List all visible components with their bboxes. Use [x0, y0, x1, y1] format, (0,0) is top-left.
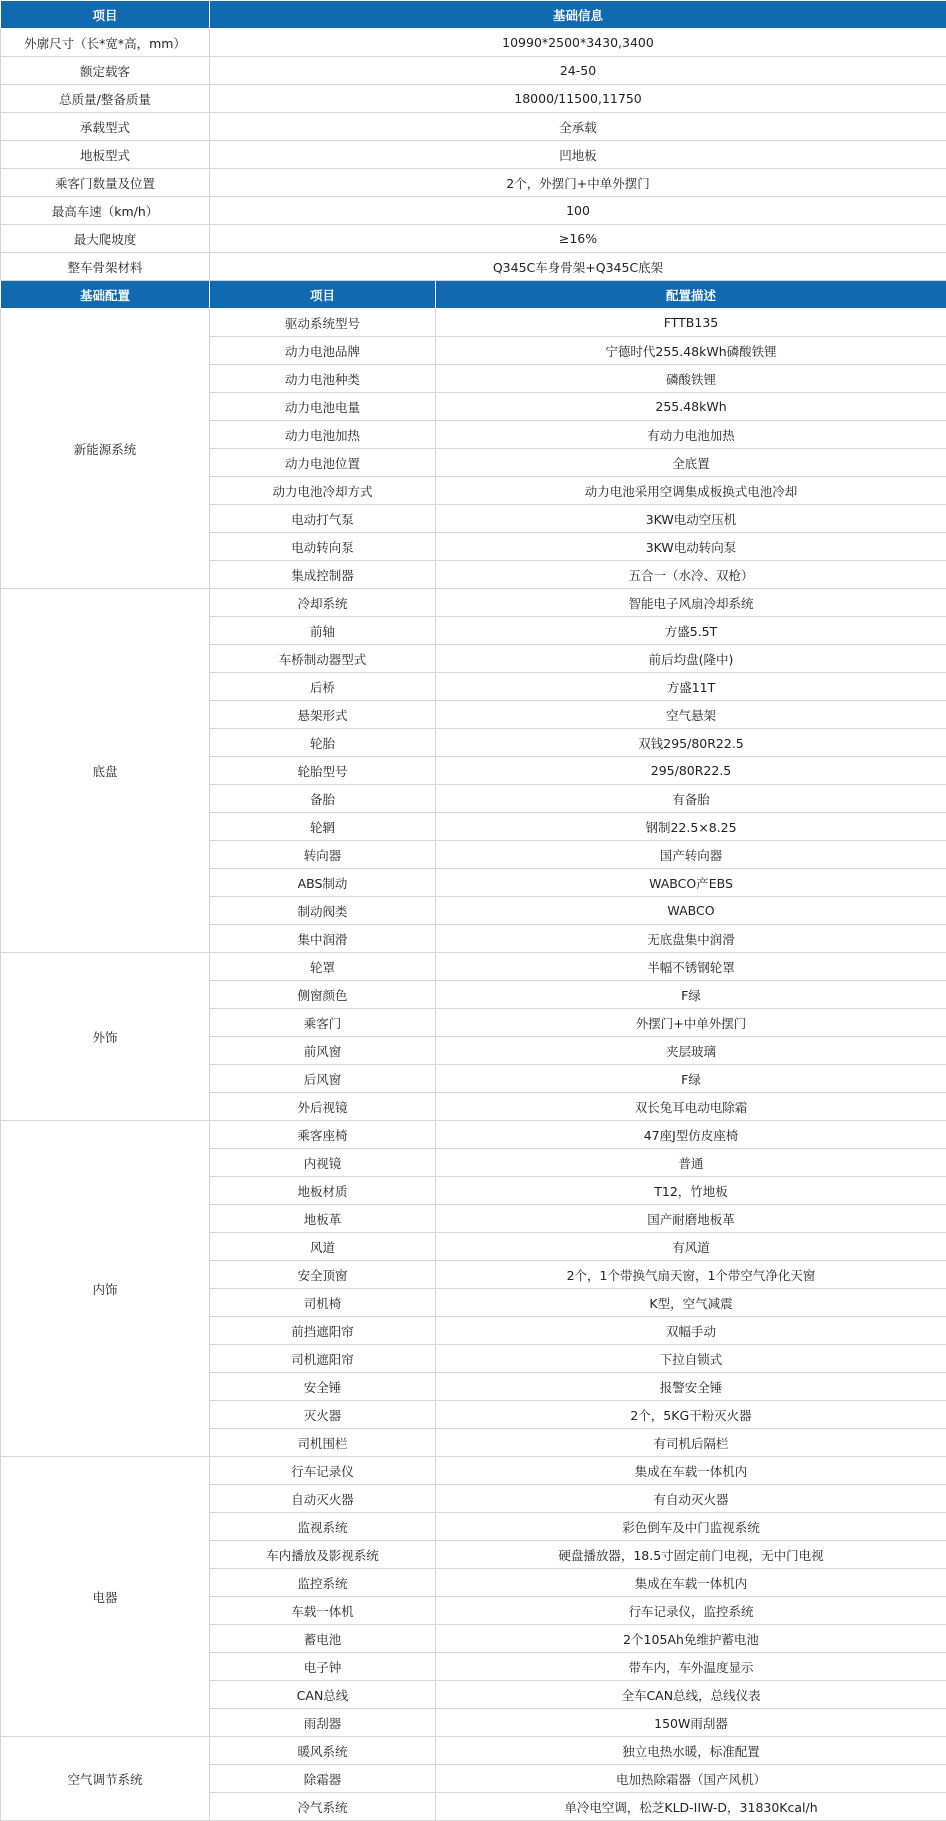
- config-desc: 动力电池采用空调集成板换式电池冷却: [436, 477, 946, 505]
- config-desc: F绿: [436, 1065, 946, 1093]
- basic-value: 24-50: [210, 57, 946, 85]
- basic-row: [1, 85, 946, 113]
- config-item: CAN总线: [210, 1681, 436, 1709]
- config-item: 电动转向泵: [210, 533, 436, 561]
- config-item: 前挡遮阳帘: [210, 1317, 436, 1345]
- config-desc: 47座J型仿皮座椅: [436, 1121, 946, 1149]
- config-row: [1, 589, 946, 617]
- config-item: 风道: [210, 1233, 436, 1261]
- config-row: [1, 953, 946, 981]
- config-desc: 行车记录仪，监控系统: [436, 1597, 946, 1625]
- basic-row: [1, 141, 946, 169]
- config-desc: 外摆门+中单外摆门: [436, 1009, 946, 1037]
- config-item: 动力电池冷却方式: [210, 477, 436, 505]
- config-desc: T12，竹地板: [436, 1177, 946, 1205]
- config-desc: 双长兔耳电动电除霜: [436, 1093, 946, 1121]
- config-category: 电器: [1, 1457, 210, 1737]
- config-item: 自动灭火器: [210, 1485, 436, 1513]
- basic-row: [1, 225, 946, 253]
- config-row: [1, 1121, 946, 1149]
- config-desc: 双钱295/80R22.5: [436, 729, 946, 757]
- config-item: 冷却系统: [210, 589, 436, 617]
- config-category: 新能源系统: [1, 309, 210, 589]
- config-item: 除霜器: [210, 1765, 436, 1793]
- basic-value: 2个，外摆门+中单外摆门: [210, 169, 946, 197]
- config-desc: 3KW电动空压机: [436, 505, 946, 533]
- basic-label: 外廓尺寸（长*宽*高，mm）: [1, 29, 210, 57]
- config-desc: 单冷电空调，松芝KLD-IIW-D，31830Kcal/h: [436, 1793, 946, 1821]
- basic-value: 100: [210, 197, 946, 225]
- config-desc: F绿: [436, 981, 946, 1009]
- config-item: 乘客座椅: [210, 1121, 436, 1149]
- basic-row: [1, 169, 946, 197]
- config-desc: 空气悬架: [436, 701, 946, 729]
- config-desc: 295/80R22.5: [436, 757, 946, 785]
- config-desc: 夹层玻璃: [436, 1037, 946, 1065]
- config-desc: 3KW电动转向泵: [436, 533, 946, 561]
- config-desc: 硬盘播放器，18.5寸固定前门电视，无中门电视: [436, 1541, 946, 1569]
- config-desc: 彩色倒车及中门监视系统: [436, 1513, 946, 1541]
- config-item: 轮辋: [210, 813, 436, 841]
- config-category: 内饰: [1, 1121, 210, 1457]
- config-row: [1, 1737, 946, 1765]
- config-desc: 255.48kWh: [436, 393, 946, 421]
- config-desc: 2个105Ah免维护蓄电池: [436, 1625, 946, 1653]
- config-item: 灭火器: [210, 1401, 436, 1429]
- config-item: 轮罩: [210, 953, 436, 981]
- config-row: [1, 1457, 946, 1485]
- config-header-item: 项目: [210, 281, 436, 309]
- config-desc: K型，空气减震: [436, 1289, 946, 1317]
- config-item: 悬架形式: [210, 701, 436, 729]
- config-desc: 国产转向器: [436, 841, 946, 869]
- config-item: 电子钟: [210, 1653, 436, 1681]
- config-item: 外后视镜: [210, 1093, 436, 1121]
- basic-row: [1, 57, 946, 85]
- basic-row: [1, 197, 946, 225]
- config-desc: 全车CAN总线，总线仪表: [436, 1681, 946, 1709]
- config-desc: 无底盘集中润滑: [436, 925, 946, 953]
- config-category: 外饰: [1, 953, 210, 1121]
- basic-value: 10990*2500*3430,3400: [210, 29, 946, 57]
- spec-table-body: [1, 1, 946, 1821]
- config-item: 备胎: [210, 785, 436, 813]
- config-item: ABS制动: [210, 869, 436, 897]
- basic-value: 凹地板: [210, 141, 946, 169]
- config-desc: 带车内，车外温度显示: [436, 1653, 946, 1681]
- config-category: 底盘: [1, 589, 210, 953]
- config-desc: 有备胎: [436, 785, 946, 813]
- config-desc: WABCO: [436, 897, 946, 925]
- config-item: 蓄电池: [210, 1625, 436, 1653]
- config-item: 动力电池种类: [210, 365, 436, 393]
- config-desc: 150W雨刮器: [436, 1709, 946, 1737]
- config-desc: 有动力电池加热: [436, 421, 946, 449]
- config-item: 车桥制动器型式: [210, 645, 436, 673]
- config-item: 动力电池电量: [210, 393, 436, 421]
- basic-label: 地板型式: [1, 141, 210, 169]
- config-header-desc: 配置描述: [436, 281, 946, 309]
- config-row: [1, 309, 946, 337]
- config-item: 动力电池位置: [210, 449, 436, 477]
- config-item: 安全顶窗: [210, 1261, 436, 1289]
- config-item: 后风窗: [210, 1065, 436, 1093]
- config-desc: 方盛11T: [436, 673, 946, 701]
- basic-label: 总质量/整备质量: [1, 85, 210, 113]
- config-item: 内视镜: [210, 1149, 436, 1177]
- config-header-category: 基础配置: [1, 281, 210, 309]
- config-desc: 报警安全锤: [436, 1373, 946, 1401]
- config-item: 前风窗: [210, 1037, 436, 1065]
- config-desc: 方盛5.5T: [436, 617, 946, 645]
- config-item: 轮胎: [210, 729, 436, 757]
- basic-header-item: 项目: [1, 1, 210, 29]
- config-desc: 电加热除霜器（国产风机）: [436, 1765, 946, 1793]
- config-desc: 全底置: [436, 449, 946, 477]
- config-item: 司机椅: [210, 1289, 436, 1317]
- basic-label: 最高车速（km/h）: [1, 197, 210, 225]
- config-item: 动力电池品牌: [210, 337, 436, 365]
- basic-header-row: [1, 1, 946, 29]
- config-item: 车内播放及影视系统: [210, 1541, 436, 1569]
- config-desc: 集成在车载一体机内: [436, 1457, 946, 1485]
- config-desc: 普通: [436, 1149, 946, 1177]
- config-desc: 有风道: [436, 1233, 946, 1261]
- config-desc: 集成在车载一体机内: [436, 1569, 946, 1597]
- config-desc: 五合一（水冷、双枪）: [436, 561, 946, 589]
- config-category: 空气调节系统: [1, 1737, 210, 1821]
- basic-row: [1, 29, 946, 57]
- config-item: 轮胎型号: [210, 757, 436, 785]
- config-item: 雨刮器: [210, 1709, 436, 1737]
- config-desc: 双幅手动: [436, 1317, 946, 1345]
- config-desc: 半幅不锈钢轮罩: [436, 953, 946, 981]
- config-item: 侧窗颜色: [210, 981, 436, 1009]
- config-item: 后桥: [210, 673, 436, 701]
- basic-label: 乘客门数量及位置: [1, 169, 210, 197]
- config-desc: 2个，1个带换气扇天窗，1个带空气净化天窗: [436, 1261, 946, 1289]
- config-item: 司机围栏: [210, 1429, 436, 1457]
- config-item: 驱动系统型号: [210, 309, 436, 337]
- basic-value: Q345C车身骨架+Q345C底架: [210, 253, 946, 281]
- config-item: 电动打气泵: [210, 505, 436, 533]
- config-item: 转向器: [210, 841, 436, 869]
- config-item: 暖风系统: [210, 1737, 436, 1765]
- config-item: 集中润滑: [210, 925, 436, 953]
- config-desc: 钢制22.5×8.25: [436, 813, 946, 841]
- basic-value: 18000/11500,11750: [210, 85, 946, 113]
- config-item: 地板材质: [210, 1177, 436, 1205]
- basic-label: 最大爬坡度: [1, 225, 210, 253]
- config-desc: WABCO产EBS: [436, 869, 946, 897]
- config-item: 前轴: [210, 617, 436, 645]
- config-item: 车载一体机: [210, 1597, 436, 1625]
- config-item: 动力电池加热: [210, 421, 436, 449]
- config-item: 乘客门: [210, 1009, 436, 1037]
- config-item: 行车记录仪: [210, 1457, 436, 1485]
- basic-row: [1, 253, 946, 281]
- basic-label: 整车骨架材料: [1, 253, 210, 281]
- config-item: 司机遮阳帘: [210, 1345, 436, 1373]
- config-desc: 磷酸铁锂: [436, 365, 946, 393]
- config-desc: 宁德时代255.48kWh磷酸铁锂: [436, 337, 946, 365]
- config-desc: 独立电热水暖，标准配置: [436, 1737, 946, 1765]
- basic-label: 承载型式: [1, 113, 210, 141]
- config-item: 安全锤: [210, 1373, 436, 1401]
- config-desc: 2个，5KG干粉灭火器: [436, 1401, 946, 1429]
- config-desc: 国产耐磨地板革: [436, 1205, 946, 1233]
- config-desc: 前后均盘(隆中): [436, 645, 946, 673]
- config-item: 监控系统: [210, 1569, 436, 1597]
- config-item: 地板革: [210, 1205, 436, 1233]
- config-desc: 下拉自锁式: [436, 1345, 946, 1373]
- config-desc: 有司机后隔栏: [436, 1429, 946, 1457]
- config-desc: 有自动灭火器: [436, 1485, 946, 1513]
- basic-value: 全承载: [210, 113, 946, 141]
- config-desc: 智能电子风扇冷却系统: [436, 589, 946, 617]
- config-desc: FTTB135: [436, 309, 946, 337]
- config-item: 监视系统: [210, 1513, 436, 1541]
- basic-header-info: 基础信息: [210, 1, 946, 29]
- config-item: 集成控制器: [210, 561, 436, 589]
- basic-label: 额定载客: [1, 57, 210, 85]
- config-header-row: [1, 281, 946, 309]
- basic-value: ≥16%: [210, 225, 946, 253]
- config-item: 冷气系统: [210, 1793, 436, 1821]
- basic-row: [1, 113, 946, 141]
- config-item: 制动阀类: [210, 897, 436, 925]
